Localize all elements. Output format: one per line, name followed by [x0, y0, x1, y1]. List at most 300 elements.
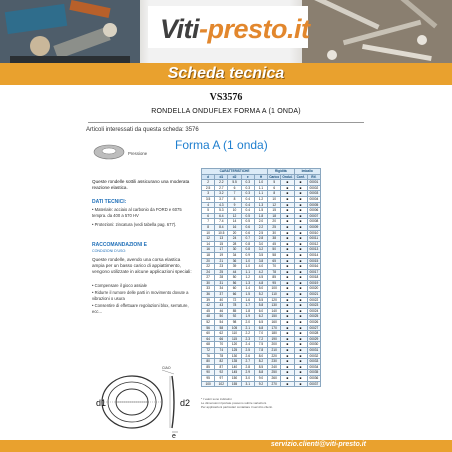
table-cell: ■ [281, 359, 294, 365]
table-cell: 15 [268, 208, 281, 214]
reco-item-2: • Ridurre il rumore delle parti in movimento dovute a vibrazioni o usura [92, 290, 189, 301]
table-cell: 6.5 [254, 320, 267, 326]
table-cell: ■ [294, 264, 307, 270]
table-cell: 22 [202, 264, 215, 270]
table-cell: 0.5 [241, 219, 254, 225]
table-cell: 16 [202, 247, 215, 253]
column-header: e [241, 174, 254, 180]
table-cell: 3.5 [254, 252, 267, 258]
group-header: Rigidità [268, 169, 294, 175]
table-cell: 14 [228, 219, 241, 225]
table-cell: 260 [268, 375, 281, 381]
reco-text: Queste rondelle, avendo una corsa elastica ampia per un basso carico di appiattimento, vengono utilizzate in alcune applicazioni speciali: [92, 257, 192, 274]
group-header: CARATTERISTICHE [202, 169, 268, 175]
table-cell: 2 [202, 180, 215, 186]
table-cell: 14 [202, 241, 215, 247]
table-cell: ■ [281, 292, 294, 298]
table-cell: ■ [281, 241, 294, 247]
table-cell: 1.0 [254, 180, 267, 186]
column-header: Rif. [307, 174, 320, 180]
table-cell: 200 [268, 342, 281, 348]
table-cell: ■ [281, 370, 294, 376]
table-cell: 00012 [307, 241, 320, 247]
table-cell: 105 [228, 325, 241, 331]
table-cell: ■ [294, 230, 307, 236]
table-cell: 92 [215, 370, 228, 376]
reco-item-3: • Consentire di effettuare regolazioni blox, serrature, ecc... [92, 303, 189, 314]
table-cell: 170 [268, 325, 281, 331]
table-cell: 130 [268, 303, 281, 309]
table-cell: 8.5 [254, 364, 267, 370]
table-cell: 72 [228, 297, 241, 303]
pressure-label: Pressione [128, 151, 148, 156]
table-cell: 4.8 [254, 280, 267, 286]
column-header: d [202, 174, 215, 180]
logo-dash: - [199, 14, 208, 44]
table-cell: 17 [215, 247, 228, 253]
table-cell: 125 [228, 348, 241, 354]
screws-photo-icon [302, 0, 452, 72]
table-cell: ■ [294, 258, 307, 264]
table-cell: ■ [281, 314, 294, 320]
table-cell: 4.2 [254, 269, 267, 275]
table-cell: 34 [215, 286, 228, 292]
table-cell: 1.5 [241, 292, 254, 298]
table-cell: ■ [294, 269, 307, 275]
table-cell: 00028 [307, 331, 320, 337]
table-cell: ■ [294, 331, 307, 337]
label-d2: d2 [180, 398, 191, 408]
table-cell: 4.0 [254, 264, 267, 270]
table-cell: 92 [228, 314, 241, 320]
table-cell: 110 [268, 292, 281, 298]
note-line: Per applicazioni particolari contattare il servizio clienti. [201, 405, 273, 409]
table-cell: ■ [281, 269, 294, 275]
table-cell: 95 [268, 280, 281, 286]
table-cell: 10.5 [215, 230, 228, 236]
table-cell: 7.8 [254, 348, 267, 354]
table-cell: 1.1 [254, 191, 267, 197]
tech-item-1: • Materiale: acciaio al carbonio da FORD e 6075 tempra. da 400 a 570 HV [92, 207, 182, 218]
table-cell: 20 [268, 219, 281, 225]
table-cell: 140 [228, 364, 241, 370]
table-cell: 00026 [307, 320, 320, 326]
table-cell: 64 [202, 336, 215, 342]
table-cell: 00024 [307, 308, 320, 314]
table-cell: 54 [215, 320, 228, 326]
table-cell: 8.4 [215, 224, 228, 230]
table-cell: ■ [294, 314, 307, 320]
table-cell: 00036 [307, 375, 320, 381]
band-title: Scheda tecnica [167, 65, 285, 82]
table-cell: ■ [281, 196, 294, 202]
table-cell: ■ [281, 308, 294, 314]
column-header: d2 [228, 174, 241, 180]
table-cell: 0.9 [241, 252, 254, 258]
intro-text: Queste rondelle sottili assicurano una moderata reazione elastica. [92, 179, 190, 190]
table-cell: 00035 [307, 370, 320, 376]
table-cell: 13 [215, 236, 228, 242]
table-cell: 9.2 [254, 381, 267, 387]
reco-heading: RACCOMANDAZIONI E [92, 242, 147, 248]
table-cell: 1.1 [254, 185, 267, 191]
table-cell: 150 [228, 375, 241, 381]
table-cell: 1.0 [241, 258, 254, 264]
reco-item-1: • Compensare il gioco assiale [92, 283, 148, 288]
table-cell: 102 [215, 381, 228, 387]
table-cell: ■ [294, 370, 307, 376]
table-cell: 45 [268, 241, 281, 247]
table-cell: ■ [281, 303, 294, 309]
table-cell: ■ [294, 241, 307, 247]
table-cell: 210 [268, 348, 281, 354]
table-cell: 6 [228, 185, 241, 191]
table-cell: ■ [294, 202, 307, 208]
table-cell: 97 [215, 375, 228, 381]
reco-item-1-text: Compensare il gioco assiale [94, 283, 148, 288]
table-cell: 8 [268, 191, 281, 197]
table-cell: 1.3 [241, 280, 254, 286]
table-cell: 36 [202, 292, 215, 298]
table-cell: 00001 [307, 180, 320, 186]
footer-band [0, 440, 452, 452]
reco-item-2-text: Ridurre il rumore delle parti in movimento dovute a vibrazioni o usura [92, 290, 189, 301]
table-cell: 115 [228, 336, 241, 342]
table-cell: ■ [281, 247, 294, 253]
table-cell: 2.2 [241, 331, 254, 337]
table-cell: 76 [202, 353, 215, 359]
table-cell: ■ [294, 185, 307, 191]
table-cell: 00030 [307, 342, 320, 348]
notes-block [201, 397, 323, 409]
table-cell: 2.8 [241, 364, 254, 370]
table-cell: 3.1 [241, 381, 254, 387]
table-row [202, 381, 321, 387]
table-cell: 1.5 [254, 208, 267, 214]
table-cell: 78 [268, 269, 281, 275]
table-cell: 270 [268, 381, 281, 387]
washer-thumbnail-icon [92, 142, 126, 160]
table-cell: 4.5 [254, 275, 267, 281]
screws-photo-right [302, 0, 452, 72]
table-cell: 2.6 [241, 353, 254, 359]
table-cell: 1.9 [241, 314, 254, 320]
table-cell: ■ [281, 219, 294, 225]
table-cell: 0.5 [241, 213, 254, 219]
table-cell: ■ [294, 196, 307, 202]
table-cell: 50 [268, 247, 281, 253]
table-cell: 78 [228, 303, 241, 309]
table-cell: 27 [202, 275, 215, 281]
table-cell: 00025 [307, 314, 320, 320]
tech-item-2-text: Protezioni: zincatura (vedi tabella pag. 677). [94, 222, 177, 227]
table-cell: ■ [281, 275, 294, 281]
table-cell: 4.3 [215, 202, 228, 208]
table-cell: 00032 [307, 353, 320, 359]
table-cell: 2.9 [241, 370, 254, 376]
table-cell: ■ [281, 353, 294, 359]
table-cell: 80 [202, 359, 215, 365]
table-cell: 19 [215, 252, 228, 258]
table-cell: 3.2 [215, 191, 228, 197]
table-cell: 62 [215, 331, 228, 337]
table-cell: 6 [268, 185, 281, 191]
table-cell: 1.4 [241, 286, 254, 292]
product-subtitle: RONDELLA ONDUFLEX FORMA A (1 ONDA) [151, 108, 301, 115]
table-cell: 00022 [307, 297, 320, 303]
table-cell: 5 [268, 180, 281, 186]
table-cell: 135 [228, 359, 241, 365]
table-cell: 00002 [307, 185, 320, 191]
table-cell: 85 [268, 275, 281, 281]
table-cell: 12 [268, 202, 281, 208]
table-cell: 30 [228, 247, 241, 253]
table-cell: 1.7 [241, 303, 254, 309]
table-cell: 9 [228, 202, 241, 208]
table-cell: 5 [202, 208, 215, 214]
table-cell: 5.8 [254, 303, 267, 309]
table-cell: 00011 [307, 236, 320, 242]
table-cell: 00020 [307, 286, 320, 292]
table-cell: 10 [228, 208, 241, 214]
table-cell: 7.5 [254, 342, 267, 348]
table-cell: ■ [281, 202, 294, 208]
table-cell: 20 [202, 258, 215, 264]
table-cell: ■ [281, 264, 294, 270]
table-cell: 150 [268, 314, 281, 320]
note-line: Le dimensioni riportate possono subire variazioni. [201, 401, 267, 405]
table-cell: 1.2 [241, 275, 254, 281]
table-cell: 48 [202, 314, 215, 320]
table-cell: ■ [294, 353, 307, 359]
table-cell: 5.2 [254, 292, 267, 298]
table-cell: 43 [215, 303, 228, 309]
table-cell: ■ [294, 364, 307, 370]
table-cell: 56 [202, 325, 215, 331]
table-cell: 00009 [307, 224, 320, 230]
table-cell: 72 [202, 348, 215, 354]
table-cell: 00008 [307, 219, 320, 225]
table-cell: 44 [228, 269, 241, 275]
table-cell: ■ [281, 331, 294, 337]
table-cell: 5.5 [228, 180, 241, 186]
table-cell: 00014 [307, 252, 320, 258]
table-cell: ■ [281, 325, 294, 331]
table-cell: 3.0 [241, 375, 254, 381]
table-cell: 2.2 [215, 180, 228, 186]
table-cell: 1.8 [254, 213, 267, 219]
divider [88, 122, 364, 123]
table-cell: 00037 [307, 381, 320, 387]
spec-table [201, 168, 321, 387]
table-cell: ■ [281, 342, 294, 348]
table-cell: 00034 [307, 364, 320, 370]
table-cell: 7.0 [254, 331, 267, 337]
table-cell: 60 [202, 331, 215, 337]
table-cell: 00005 [307, 202, 320, 208]
spec-table-body [202, 180, 321, 387]
table-cell: ■ [294, 224, 307, 230]
form-title: Forma A (1 onda) [175, 138, 268, 152]
table-cell: 2.0 [241, 320, 254, 326]
table-cell: 00007 [307, 213, 320, 219]
table-cell: ■ [294, 252, 307, 258]
side-profile [172, 376, 174, 428]
table-cell: 78 [215, 353, 228, 359]
table-cell: 0.4 [241, 208, 254, 214]
table-cell: 155 [228, 381, 241, 387]
table-cell: 100 [202, 381, 215, 387]
table-cell: 31 [215, 280, 228, 286]
table-cell: 1.0 [241, 264, 254, 270]
table-cell: 40 [215, 297, 228, 303]
table-cell: ■ [281, 208, 294, 214]
table-cell: 00021 [307, 292, 320, 298]
table-cell: ■ [294, 247, 307, 253]
table-cell: ■ [294, 348, 307, 354]
spec-table-wrapper [201, 168, 321, 387]
tech-item-1-text: Materiale: acciaio al carbonio da FORD e 6075 tempra. da 400 a 570 HV [92, 207, 182, 218]
table-cell: 0.7 [241, 236, 254, 242]
column-header: Ondul. [282, 174, 293, 179]
table-cell: 220 [268, 353, 281, 359]
table-cell: ■ [281, 280, 294, 286]
table-cell: ■ [294, 213, 307, 219]
table-cell: 98 [228, 320, 241, 326]
table-cell: 5.5 [254, 297, 267, 303]
table-cell: 33 [202, 286, 215, 292]
table-cell: ■ [294, 342, 307, 348]
table-cell: 68 [202, 342, 215, 348]
table-cell: 30 [268, 230, 281, 236]
table-cell: 230 [268, 359, 281, 365]
tech-data-heading: DATI TECNICI: [92, 199, 127, 205]
tech-item-2: • Protezioni: zincatura (vedi tabella pag. 677). [92, 222, 177, 227]
column-header: H [254, 174, 267, 180]
table-cell: 0.3 [241, 191, 254, 197]
table-cell: 00019 [307, 280, 320, 286]
table-cell: 18 [202, 252, 215, 258]
table-cell: 90 [202, 370, 215, 376]
table-cell: 3 [202, 191, 215, 197]
group-header: Imballo [294, 169, 320, 175]
table-cell: 39 [228, 264, 241, 270]
table-cell: 3.5 [202, 196, 215, 202]
table-cell: 6.2 [254, 314, 267, 320]
table-cell: ■ [281, 224, 294, 230]
table-cell: 00029 [307, 336, 320, 342]
table-cell: 250 [268, 370, 281, 376]
table-cell: 2.7 [241, 359, 254, 365]
table-cell: ■ [281, 364, 294, 370]
reco-item-3-text: Consentire di effettuare regolazioni blox, serrature, ecc... [92, 303, 189, 314]
table-cell: 8.0 [254, 353, 267, 359]
table-cell: 42 [202, 303, 215, 309]
table-cell: ■ [281, 191, 294, 197]
table-cell: ■ [281, 348, 294, 354]
column-header: Conf. [294, 174, 307, 180]
table-cell: 60 [228, 286, 241, 292]
table-cell: 00013 [307, 247, 320, 253]
table-cell: 7.2 [254, 336, 267, 342]
table-cell: ■ [281, 236, 294, 242]
table-cell: 9.0 [254, 375, 267, 381]
label-e: e [172, 433, 176, 438]
table-cell: 24 [228, 236, 241, 242]
table-cell: 12 [228, 213, 241, 219]
table-cell: 3.8 [254, 258, 267, 264]
table-cell: 28 [215, 275, 228, 281]
footer-email-link[interactable]: servizio.clienti@viti-presto.it [270, 441, 366, 448]
table-cell: 1.3 [254, 202, 267, 208]
table-cell: ■ [281, 375, 294, 381]
column-header: Carico [269, 174, 280, 179]
table-cell: 0.6 [241, 230, 254, 236]
table-cell: 0.3 [241, 180, 254, 186]
table-cell: 45 [202, 308, 215, 314]
label-ciao: CIAO [162, 366, 171, 370]
table-cell: 66 [228, 292, 241, 298]
table-cell: 00003 [307, 191, 320, 197]
note-line: * I valori sono indicativi [201, 397, 232, 401]
table-cell: ■ [294, 359, 307, 365]
table-cell: 52 [202, 320, 215, 326]
table-cell: 0.6 [241, 224, 254, 230]
table-cell: 100 [268, 286, 281, 292]
table-cell: 00010 [307, 230, 320, 236]
table-cell: 58 [215, 325, 228, 331]
table-cell: 130 [228, 353, 241, 359]
table-cell: ■ [294, 308, 307, 314]
table-cell: 7 [228, 191, 241, 197]
table-cell: 24 [202, 269, 215, 275]
table-cell: ■ [294, 292, 307, 298]
table-cell: ■ [294, 320, 307, 326]
table-cell: 16 [228, 224, 241, 230]
table-cell: 0.4 [241, 196, 254, 202]
table-cell: ■ [281, 230, 294, 236]
table-cell: ■ [294, 325, 307, 331]
table-cell: 0.3 [241, 185, 254, 191]
table-cell: ■ [294, 191, 307, 197]
table-cell: ■ [281, 320, 294, 326]
table-cell: 10 [268, 196, 281, 202]
table-cell: 5.3 [215, 208, 228, 214]
table-cell: 18 [268, 213, 281, 219]
table-cell: 1.1 [241, 269, 254, 275]
table-cell: 2.7 [215, 185, 228, 191]
table-cell: 120 [228, 342, 241, 348]
logo-main-text: Viti [160, 14, 200, 44]
table-cell: 7 [202, 219, 215, 225]
table-cell: 7.4 [215, 219, 228, 225]
table-cell: ■ [281, 180, 294, 186]
table-cell: 2.0 [254, 219, 267, 225]
table-cell: 21 [215, 258, 228, 264]
table-cell: 12 [202, 236, 215, 242]
table-cell: ■ [294, 208, 307, 214]
table-cell: 00004 [307, 196, 320, 202]
workshop-photo-icon [0, 0, 140, 72]
table-cell: ■ [294, 336, 307, 342]
table-cell: 25 [268, 224, 281, 230]
washer-technical-drawing [92, 362, 200, 438]
table-cell: 2.4 [241, 342, 254, 348]
table-cell: 110 [228, 331, 241, 337]
tools-photo-left [0, 0, 140, 72]
table-cell: ■ [281, 258, 294, 264]
table-cell: ■ [294, 375, 307, 381]
